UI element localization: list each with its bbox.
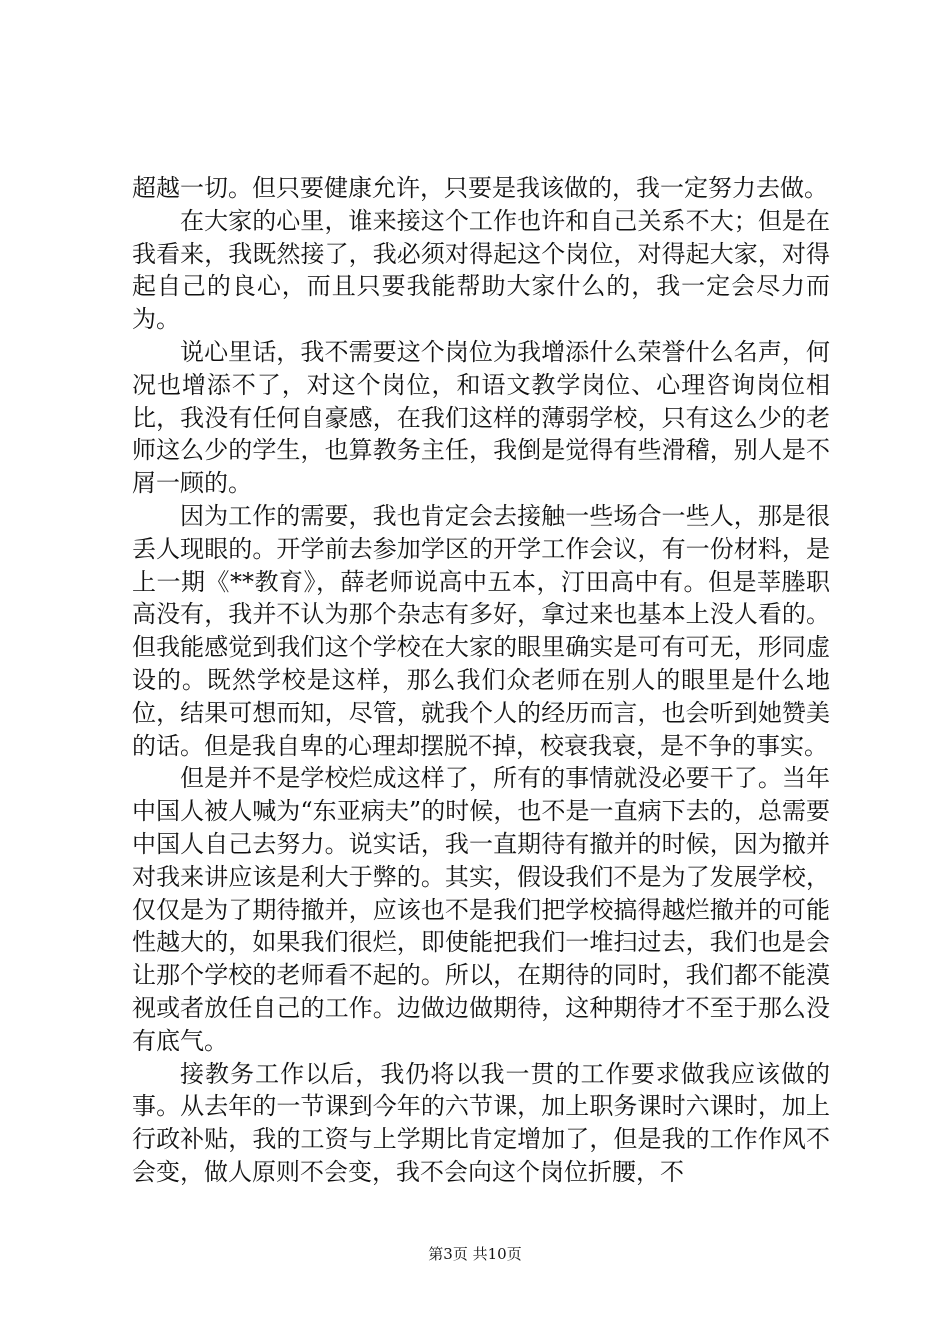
paragraph-3: 说心里话，我不需要这个岗位为我增添什么荣誉什么名声，何况也增添不了，对这个岗位，和语文教学岗位、心理咨询岗位相比，我没有任何自豪感，在我们这样的薄弱学校，只有这么少的老师这么少的学生，也算教务主任，我倒是觉得有些滑稽，别人是不屑一顾的。 — [132, 337, 830, 498]
paragraph-6: 接教务工作以后，我仍将以我一贯的工作要求做我应该做的事。从去年的一节课到今年的六节课，加上职务课时六课时，加上行政补贴，我的工资与上学期比肯定增加了，但是我的工作作风不会变，做人原则不会变，我不会向这个岗位折腰，不 — [132, 1059, 830, 1186]
paragraph-2: 在大家的心里，谁来接这个工作也许和自己关系不大；但是在我看来，我既然接了，我必须对得起这个岗位，对得起大家，对得起自己的良心，而且只要我能帮助大家什么的，我一定会尽力而为。 — [132, 206, 830, 334]
paragraph-1: 超越一切。但只要健康允许，只要是我该做的，我一定努力去做。 — [132, 174, 828, 202]
paragraph-4: 因为工作的需要，我也肯定会去接触一些场合一些人，那是很丢人现眼的。开学前去参加学区的开学工作会议，有一份材料，是上一期《**教育》，薛老师说高中五本，汀田高中有。但是莘塍职高没有，我并不认为那个杂志有多好，拿过来也基本上没人看的。但我能感觉到我们这个学校在大家的眼里确实是可有可无，形同虚设的。既然学校是这样，那么我们众老师在别人的眼里是什么地位，结果可想而知，尽管，就我个人的经历而言，也会听到她赞美的话。但是我自卑的心理却摆脱不掉，校衰我衰，是不争的事实。 — [132, 501, 830, 760]
paragraph-5: 但是并不是学校烂成这样了，所有的事情就没必要干了。当年中国人被人喊为“东亚病夫”的时候，也不是一直病下去的，总需要中国人自己去努力。说实话，我一直期待有撤并的时候，因为撤并对我来讲应该是利大于弊的。其实，假设我们不是为了发展学校，仅仅是为了期待撤并，应该也不是我们把学校搞得越烂撤并的可能性越大的，如果我们很烂，即使能把我们一堆扫过去，我们也是会让那个学校的老师看不起的。所以，在期待的同时，我们都不能漠视或者放任自己的工作。边做边做期待，这种期待才不至于那么没有底气。 — [132, 764, 830, 1055]
document-body — [132, 172, 830, 1189]
page-number-footer: 第3页 共10页 — [428, 1245, 522, 1263]
